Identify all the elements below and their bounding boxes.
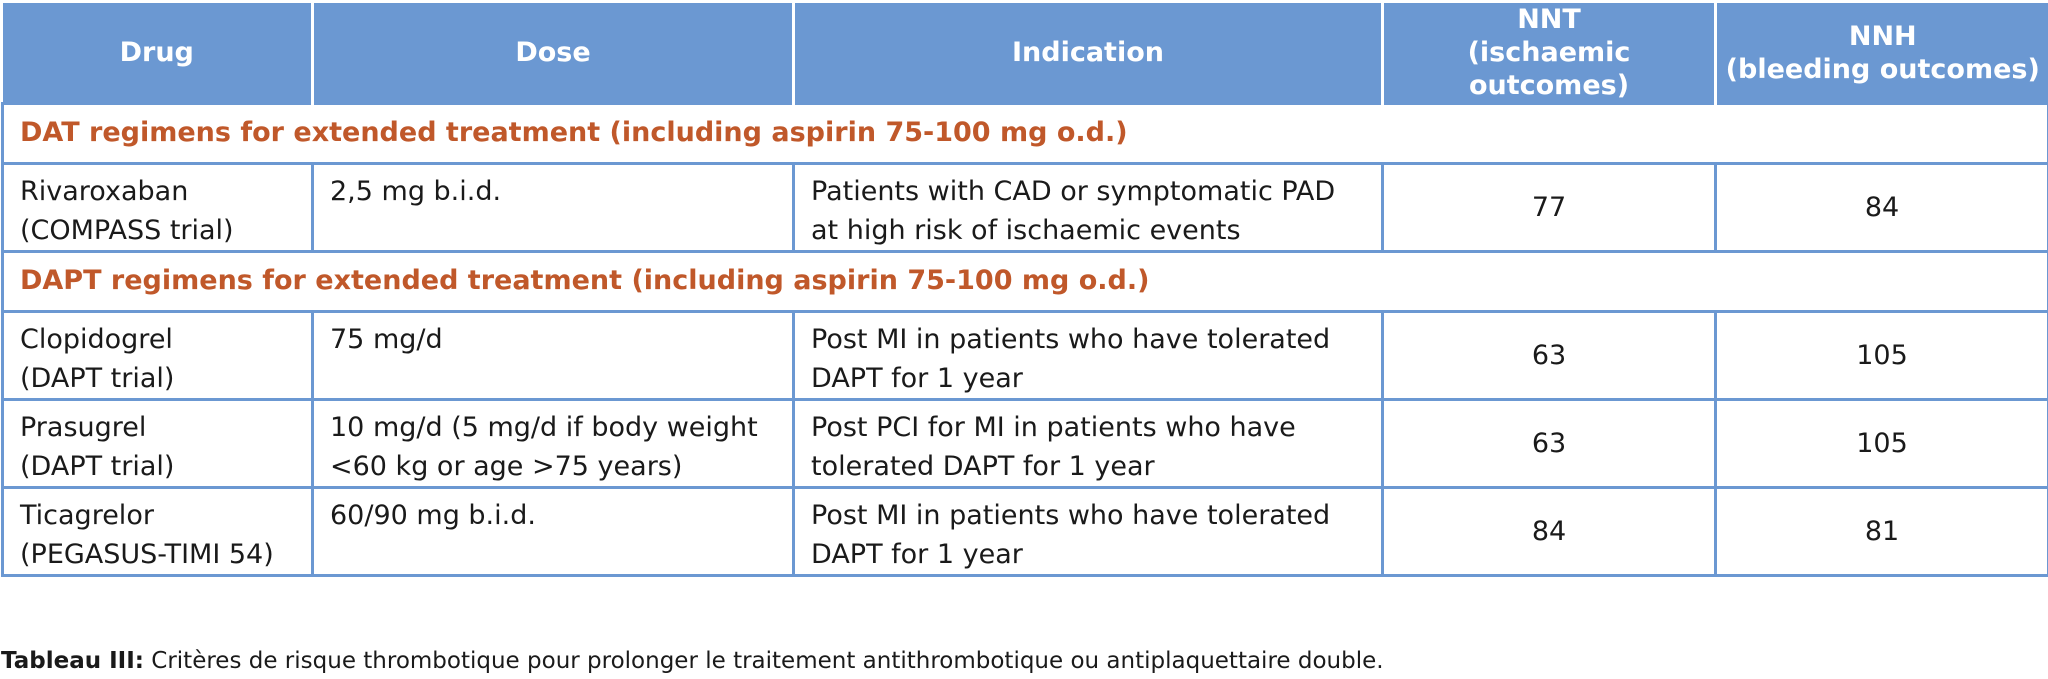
indication-line: Patients with CAD or symptomatic PAD (811, 176, 1336, 207)
header-indication: Indication (794, 3, 1383, 104)
drug-name: Clopidogrel (20, 324, 173, 355)
indication-line: at high risk of ischaemic events (811, 215, 1241, 246)
indication-line: DAPT for 1 year (811, 539, 1023, 570)
indication-cell (794, 400, 1383, 488)
indication-line: DAPT for 1 year (811, 363, 1023, 394)
section-row-dat (3, 104, 2048, 164)
nnt-value: 77 (1383, 164, 1716, 252)
dose-text: 60/90 mg b.i.d. (330, 500, 536, 531)
nnh-value: 81 (1716, 488, 2048, 576)
table-row (3, 488, 2048, 576)
header-row (3, 3, 2048, 104)
nnt-value: 84 (1383, 488, 1716, 576)
section-title: DAPT regimens for extended treatment (including aspirin 75-100 mg o.d.) (3, 252, 2048, 312)
drug-trial: (COMPASS trial) (20, 215, 234, 246)
caption-label: Tableau III: (1, 648, 144, 674)
nnt-value: 63 (1383, 312, 1716, 400)
indication-cell (794, 164, 1383, 252)
drug-trial: (DAPT trial) (20, 451, 175, 482)
table-caption (1, 648, 1384, 674)
dose-text: 2,5 mg b.i.d. (330, 176, 502, 207)
header-nnh-line2: (bleeding outcomes) (1725, 53, 2040, 85)
table-row (3, 312, 2048, 400)
nnt-value: 63 (1383, 400, 1716, 488)
dose-text: 10 mg/d (5 mg/d if body weight (330, 412, 758, 443)
indication-line: Post PCI for MI in patients who have (811, 412, 1296, 443)
dose-text: <60 kg or age >75 years) (330, 451, 683, 482)
section-row-dapt (3, 252, 2048, 312)
drug-cell (3, 488, 313, 576)
dose-cell (313, 400, 794, 488)
drug-trial: (PEGASUS-TIMI 54) (20, 539, 274, 570)
header-nnh-line1: NNH (1848, 20, 1917, 52)
caption-text: Critères de risque thrombotique pour prolonger le traitement antithrombotique ou antiplaquettaire double. (143, 648, 1384, 674)
header-nnt-line2: (ischaemic outcomes) (1467, 37, 1631, 101)
nnh-value: 105 (1716, 400, 2048, 488)
table-row (3, 400, 2048, 488)
header-nnt (1383, 3, 1716, 104)
section-title: DAT regimens for extended treatment (including aspirin 75-100 mg o.d.) (3, 104, 2048, 164)
indication-line: Post MI in patients who have tolerated (811, 324, 1331, 355)
dose-cell (313, 312, 794, 400)
drug-regimen-table (1, 3, 2048, 577)
dose-cell (313, 164, 794, 252)
drug-name: Rivaroxaban (20, 176, 189, 207)
indication-cell (794, 312, 1383, 400)
nnh-value: 105 (1716, 312, 2048, 400)
header-nnt-line1: NNT (1517, 4, 1581, 35)
drug-cell (3, 164, 313, 252)
dose-cell (313, 488, 794, 576)
table-row (3, 164, 2048, 252)
indication-line: tolerated DAPT for 1 year (811, 451, 1155, 482)
indication-line: Post MI in patients who have tolerated (811, 500, 1331, 531)
drug-cell (3, 400, 313, 488)
drug-name: Prasugrel (20, 412, 147, 443)
drug-cell (3, 312, 313, 400)
indication-cell (794, 488, 1383, 576)
dose-text: 75 mg/d (330, 324, 443, 355)
nnh-value: 84 (1716, 164, 2048, 252)
header-dose: Dose (313, 3, 794, 104)
drug-trial: (DAPT trial) (20, 363, 175, 394)
drug-name: Ticagrelor (20, 500, 154, 531)
header-nnh (1716, 3, 2048, 104)
header-drug: Drug (3, 3, 313, 104)
